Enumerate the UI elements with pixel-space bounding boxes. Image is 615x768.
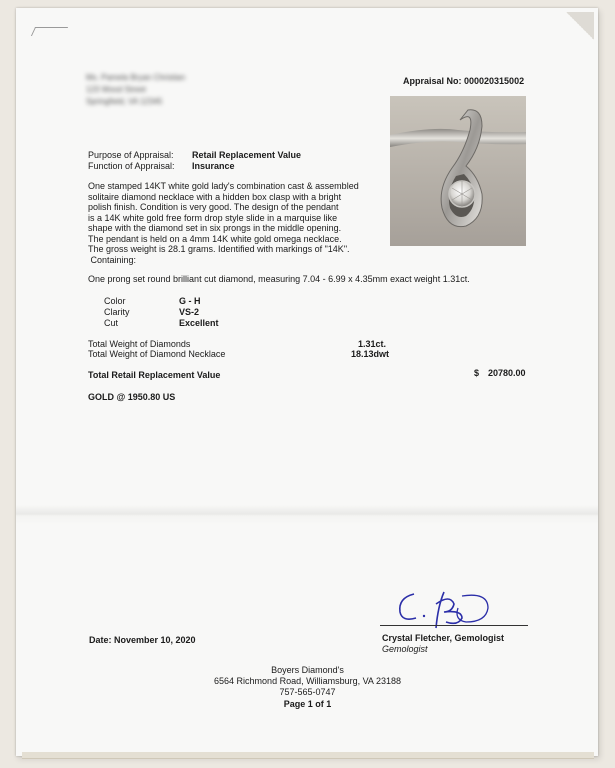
grade-label-clarity: Clarity: [104, 307, 130, 317]
company-phone: 757-565-0747: [279, 687, 336, 697]
page-number: Page 1 of 1: [283, 699, 332, 709]
purpose-value: Retail Replacement Value: [192, 150, 302, 160]
item-description: [88, 181, 378, 265]
diamond-description: One prong set round brilliant cut diamond, measuring 7.04 - 6.99 x 4.35mm exact weight 1.31ct.: [88, 274, 470, 284]
grade-value-clarity: VS-2: [179, 307, 200, 317]
recipient-line: Springfield, VA 12345: [86, 97, 163, 106]
retail-amount: 20780.00: [488, 368, 526, 378]
description-line: shape with the diamond set in six prongs in the middle opening.: [88, 223, 342, 233]
folded-corner: [566, 12, 594, 40]
function-value: Insurance: [192, 161, 235, 171]
retail-currency: $: [474, 368, 480, 378]
signer-name: Crystal Fletcher, Gemologist: [382, 633, 505, 643]
staple-mark: [31, 27, 68, 36]
description-line: One stamped 14KT white gold lady's combination cast & assembled: [88, 181, 359, 191]
signature: [392, 584, 502, 634]
company-name: Boyers Diamond's: [271, 665, 344, 675]
total-necklace-value: 18.13dwt: [351, 349, 390, 359]
paper-bottom-edge: [22, 752, 594, 759]
purpose-label: Purpose of Appraisal:: [88, 150, 174, 160]
total-diamonds-label: Total Weight of Diamonds: [88, 339, 191, 349]
recipient-line: Ms. Pamela Bryan Christian: [86, 73, 186, 82]
appraisal-date: Date: November 10, 2020: [89, 635, 196, 645]
appraisal-number: Appraisal No: 000020315002: [403, 76, 525, 86]
description-line: polish finish. Condition is very good. The design of the pendant: [88, 202, 339, 212]
company-address: 6564 Richmond Road, Williamsburg, VA 23188: [214, 676, 401, 686]
signer-title: Gemologist: [382, 644, 428, 654]
grade-value-color: G - H: [179, 296, 201, 306]
grade-value-cut: Excellent: [179, 318, 219, 328]
total-necklace-label: Total Weight of Diamond Necklace: [88, 349, 226, 359]
retail-value-label: Total Retail Replacement Value: [88, 370, 221, 380]
recipient-line: 123 Wood Street: [86, 85, 146, 94]
pendant-photo: [390, 96, 526, 246]
grade-label-color: Color: [104, 296, 126, 306]
description-line: The gross weight is 28.1 grams. Identified with markings of "14K".: [88, 244, 350, 254]
description-line: solitaire diamond necklace with a hidden box clasp with a bright: [88, 191, 342, 202]
function-label: Function of Appraisal:: [88, 161, 175, 171]
description-line: The pendant is held on a 4mm 14K white gold omega necklace.: [88, 233, 342, 244]
signature-line: [380, 625, 528, 626]
total-diamonds-value: 1.31ct.: [358, 339, 387, 349]
description-line: is a 14K white gold free form drop style slide in a marquise like: [88, 212, 338, 223]
description-line: Containing:: [88, 254, 137, 265]
grade-label-cut: Cut: [104, 318, 119, 328]
paper-fold: [16, 505, 598, 525]
gold-price: GOLD @ 1950.80 US: [88, 392, 176, 402]
